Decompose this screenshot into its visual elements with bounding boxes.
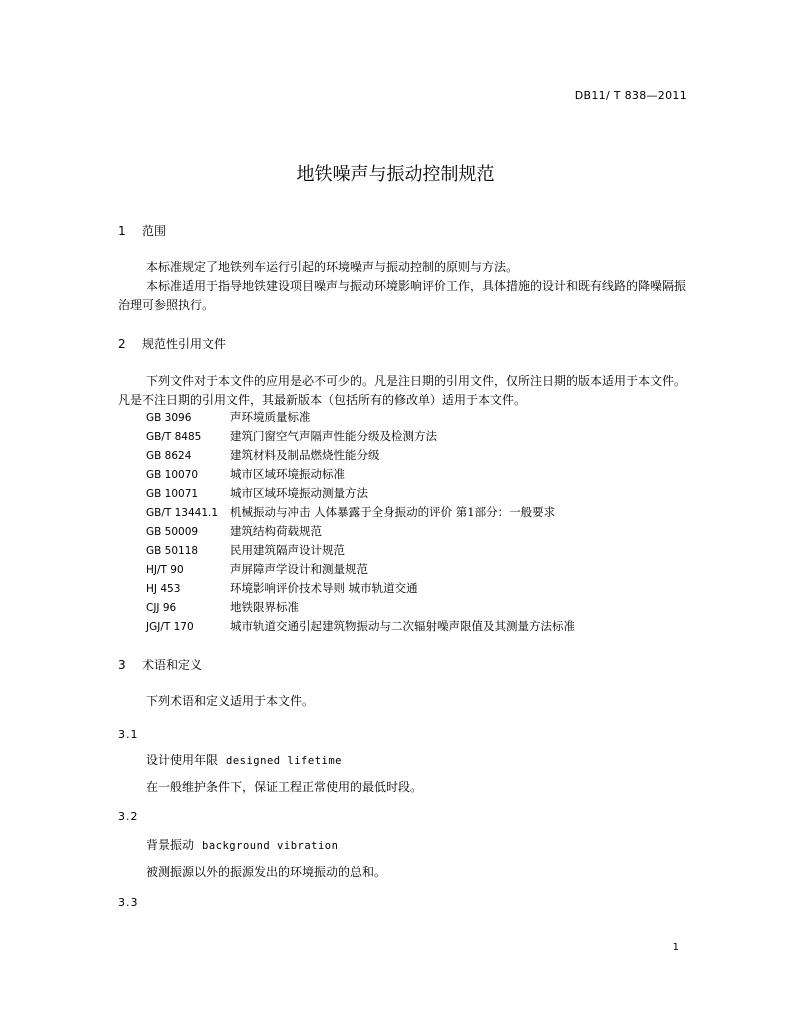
section-title: 范围 xyxy=(142,224,167,238)
section-number: 1 xyxy=(118,224,126,238)
reference-name: 地铁限界标准 xyxy=(230,600,299,614)
reference-code: GB 10070 xyxy=(146,469,199,481)
term-heading xyxy=(146,751,342,768)
section-1-heading xyxy=(118,222,166,239)
reference-row xyxy=(146,427,437,446)
reference-name: 民用建筑隔声设计规范 xyxy=(230,543,345,557)
term-english: designed lifetime xyxy=(226,755,342,767)
term-definition: 在一般维护条件下，保证工程正常使用的最低时段。 xyxy=(146,780,423,794)
reference-row xyxy=(146,541,345,560)
page-number: 1 xyxy=(672,942,679,953)
document-title: 地铁噪声与振动控制规范 xyxy=(296,164,495,185)
reference-row xyxy=(146,446,380,465)
reference-code: HJ 453 xyxy=(146,583,181,595)
reference-row xyxy=(146,465,345,484)
reference-name: 建筑材料及制品燃烧性能分级 xyxy=(230,448,380,462)
term-english: background vibration xyxy=(202,840,339,852)
reference-code: GB 50009 xyxy=(146,526,199,538)
reference-code: GB 8624 xyxy=(146,450,192,462)
term-number: 3.2 xyxy=(118,810,139,823)
reference-code: GB 50118 xyxy=(146,545,199,557)
reference-code: GB/T 8485 xyxy=(146,431,202,443)
reference-row xyxy=(146,408,311,427)
reference-name: 城市区域环境振动测量方法 xyxy=(230,486,368,500)
reference-name: 城市轨道交通引起建筑物振动与二次辐射噪声限值及其测量方法标准 xyxy=(230,619,575,633)
reference-code: GB 3096 xyxy=(146,412,192,424)
reference-name: 声环境质量标准 xyxy=(230,410,311,424)
reference-row xyxy=(146,484,368,503)
term-number: 3.3 xyxy=(118,896,139,909)
references-intro: 下列文件对于本文件的应用是必不可少的。凡是注日期的引用文件，仅所注日期的版本适用于本文件。凡是不注日期的引用文件，其最新版本（包括所有的修改单）适用于本文件。 xyxy=(118,374,687,407)
term-chinese: 背景振动 xyxy=(146,838,195,852)
reference-code: HJ/T 90 xyxy=(146,564,184,576)
term-heading xyxy=(146,836,338,853)
section-3-heading xyxy=(118,656,202,673)
section-number: 3 xyxy=(118,658,126,672)
reference-name: 建筑结构荷载规范 xyxy=(230,524,322,538)
reference-name: 声屏障声学设计和测量规范 xyxy=(230,562,368,576)
reference-row xyxy=(146,598,299,617)
reference-name: 环境影响评价技术导则 城市轨道交通 xyxy=(230,581,418,595)
reference-code: CJJ 96 xyxy=(146,602,177,614)
terms-intro: 下列术语和定义适用于本文件。 xyxy=(146,694,315,708)
section-title: 规范性引用文件 xyxy=(142,337,227,351)
term-definition: 被测振源以外的振源发出的环境振动的总和。 xyxy=(146,865,387,879)
reference-code: GB/T 13441.1 xyxy=(146,507,219,519)
reference-row xyxy=(146,617,575,636)
reference-code: JGJ/T 170 xyxy=(146,621,194,633)
term-number: 3.1 xyxy=(118,728,139,741)
reference-row xyxy=(146,522,322,541)
reference-name: 机械振动与冲击 人体暴露于全身振动的评价 第1部分：一般要求 xyxy=(230,505,556,519)
term-chinese: 设计使用年限 xyxy=(146,753,219,767)
reference-name: 城市区域环境振动标准 xyxy=(230,467,345,481)
scope-paragraph-2: 本标准适用于指导地铁建设项目噪声与振动环境影响评价工作，具体措施的设计和既有线路的降噪隔振治理可参照执行。 xyxy=(118,279,687,312)
section-title: 术语和定义 xyxy=(142,658,203,672)
reference-row xyxy=(146,560,368,579)
reference-name: 建筑门窗空气声隔声性能分级及检测方法 xyxy=(230,429,437,443)
scope-paragraph-1: 本标准规定了地铁列车运行引起的环境噪声与振动控制的原则与方法。 xyxy=(146,260,519,274)
section-number: 2 xyxy=(118,337,126,351)
section-2-heading xyxy=(118,335,226,352)
document-code: DB11/ T 838—2011 xyxy=(574,89,687,102)
reference-row xyxy=(146,503,555,522)
reference-code: GB 10071 xyxy=(146,488,199,500)
reference-row xyxy=(146,579,418,598)
